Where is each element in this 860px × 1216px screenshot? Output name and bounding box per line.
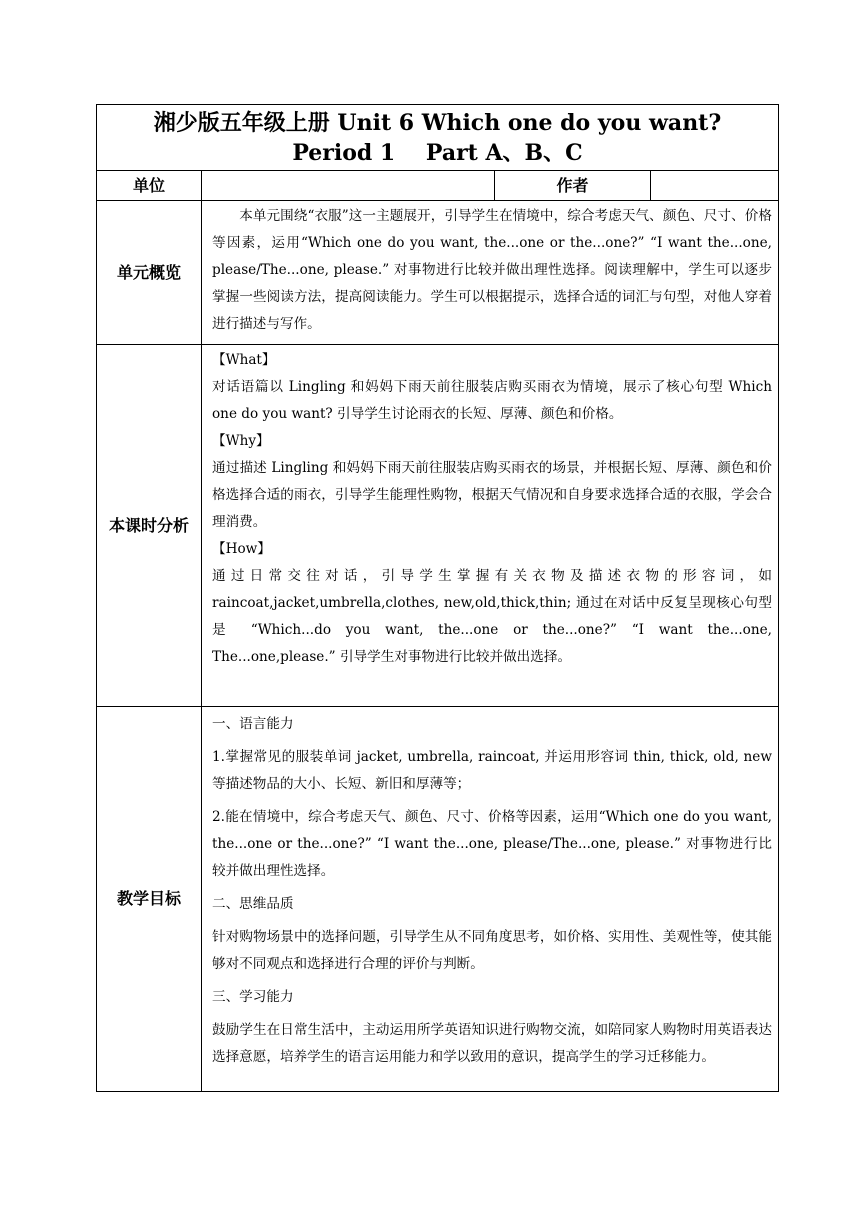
title-line-1: 湘少版五年级上册 Unit 6 Which one do you want? bbox=[153, 109, 722, 136]
goals-content bbox=[202, 707, 779, 1092]
analysis-content bbox=[202, 345, 779, 707]
document-title bbox=[97, 105, 779, 171]
why-text: 通过描述 Lingling 和妈妈下雨天前往服装店购买雨衣的场景，并根据长短、厚薄、颜色和价格选择合适的雨衣，引导学生能理性购物，根据天气情况和自身要求选择合适的衣服，学会合理消费。 bbox=[212, 460, 772, 530]
goals-section-3-heading: 三、学习能力 bbox=[212, 989, 294, 1005]
goals-section-1-item-2: 2.能在情境中，综合考虑天气、颜色、尺寸、价格等因素，运用“Which one do you want, the...one or the...one?” “I want the...one, please/The...one, please.” 对事物进行比较并做出理性选择。 bbox=[212, 809, 772, 879]
why-heading: 【Why】 bbox=[212, 433, 270, 449]
goals-section-2-heading: 二、思维品质 bbox=[212, 896, 294, 912]
unit-label: 单位 bbox=[97, 171, 202, 201]
lesson-plan-table bbox=[96, 104, 779, 1092]
what-text: 对话语篇以 Lingling 和妈妈下雨天前往服装店购买雨衣为情境，展示了核心句型 Which one do you want? 引导学生讨论雨衣的长短、厚薄、颜色和价格。 bbox=[212, 379, 772, 422]
analysis-label: 本课时分析 bbox=[97, 345, 202, 707]
meta-row bbox=[97, 171, 779, 201]
unit-value-cell[interactable] bbox=[202, 171, 495, 201]
overview-text: 本单元围绕“衣服”这一主题展开，引导学生在情境中，综合考虑天气、颜色、尺寸、价格等因素，运用“Which one do you want, the...one or the...one?” “I want the...one, please/The...one, please.” 对事物进行比较并做出理性选择。阅读理解中，学生可以逐步掌握一些阅读方法，提高阅读能力。学生可以根据提示，选择合适的词汇与句型，对他人穿着进行描述与写作。 bbox=[212, 208, 772, 332]
overview-label: 单元概览 bbox=[97, 201, 202, 345]
what-heading: 【What】 bbox=[212, 352, 276, 368]
goals-section-1-item-1: 1.掌握常见的服装单词 jacket, umbrella, raincoat, 并运用形容词 thin, thick, old, new 等描述物品的大小、长短、新旧和厚薄等； bbox=[212, 749, 772, 792]
goals-section-1-heading: 一、语言能力 bbox=[212, 716, 294, 732]
overview-row bbox=[97, 201, 779, 345]
goals-row bbox=[97, 707, 779, 1092]
how-heading: 【How】 bbox=[212, 541, 271, 557]
title-row bbox=[97, 105, 779, 171]
goals-label: 教学目标 bbox=[97, 707, 202, 1092]
how-text: 通过日常交往对话，引导学生掌握有关衣物及描述衣物的形容词，如 raincoat,jacket,umbrella,clothes, new,old,thick,thin; 通过在对话中反复呈现核心句型是 “Which...do you want, the...one or the...one?” “I want the...one, The...one,please.” 引导学生对事物进行比较并做出选择。 bbox=[212, 568, 772, 665]
goals-section-3-text: 鼓励学生在日常生活中，主动运用所学英语知识进行购物交流，如陪同家人购物时用英语表达选择意愿，培养学生的语言运用能力和学以致用的意识，提高学生的学习迁移能力。 bbox=[212, 1022, 772, 1065]
overview-content bbox=[202, 201, 779, 345]
author-value-cell[interactable] bbox=[651, 171, 779, 201]
analysis-row bbox=[97, 345, 779, 707]
title-line-2: Period 1 Part A、B、C bbox=[292, 139, 583, 166]
author-label: 作者 bbox=[495, 171, 651, 201]
goals-section-2-text: 针对购物场景中的选择问题，引导学生从不同角度思考，如价格、实用性、美观性等，使其能够对不同观点和选择进行合理的评价与判断。 bbox=[212, 929, 772, 972]
